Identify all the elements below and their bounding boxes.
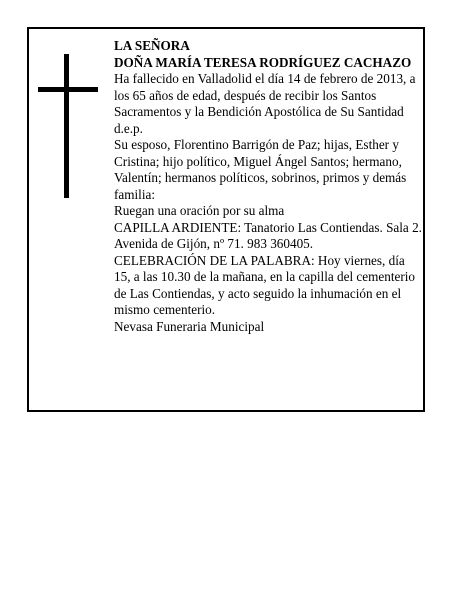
ceremony-info: CELEBRACIÓN DE LA PALABRA: Hoy viernes, día 15, a las 10.30 de la mañana, en la capilla del cementerio de Las Contiendas, y acto seguido la inhumación en el mismo cementerio. [114,252,415,317]
rest-in-peace: d.e.p. [114,120,143,136]
deceased-name: DOÑA MARÍA TERESA RODRÍGUEZ CACHAZO [114,54,412,70]
funeral-chapel-info: CAPILLA ARDIENTE: Tanatorio Las Contiendas. Sala 2. Avenida de Gijón, nº 71. 983 360405. [114,219,422,251]
family-list: Su esposo, Florentino Barrigón de Paz; hijas, Esther y Cristina; hijo político, Miguel Ángel Santos; hermano, Valentín; hermanos políticos, sobrinos, primos y demás familia: [114,137,407,202]
prayer-request: Ruegan una oración por su alma [114,203,285,218]
death-announcement: Ha fallecido en Valladolid el día 14 de febrero de 2013, a los 65 años de edad, después de recibir los Santos Sacramentos y la Bendición Apostólica de Su Santidad [114,71,416,119]
cross-vertical-bar [64,54,69,198]
funeral-home: Nevasa Funeraria Municipal [114,318,265,334]
notice-content [114,38,424,335]
cross-horizontal-bar [38,87,98,92]
notice-title: LA SEÑORA [114,38,190,53]
cross-icon [38,54,98,198]
